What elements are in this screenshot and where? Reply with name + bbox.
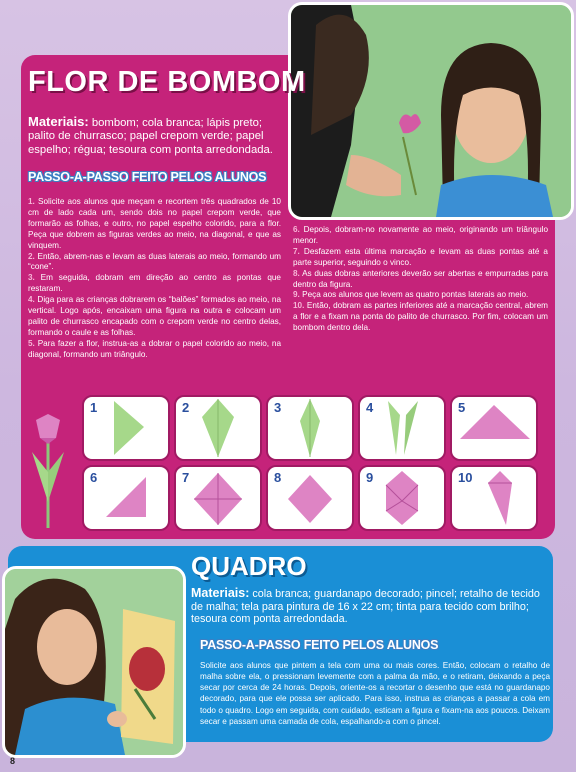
materials-label: Materiais: — [28, 114, 89, 129]
diagram-step-5 — [450, 395, 538, 461]
page-number: 8 — [10, 756, 16, 766]
diagram-number: 10 — [458, 470, 473, 485]
materials-label: Materiais: — [191, 586, 250, 600]
steps-heading-quadro: PASSO-A-PASSO FEITO PELOS ALUNOS — [200, 638, 439, 652]
steps-text-quadro: Solicite aos alunos que pintem a tela com uma ou mais cores. Então, colocam o retalho de malha sobre ela, o pressionam levemente com a palma da mão, e o retiram, deixando a peça secar por cerca de 24 horas. Depois, oriente-os a recortar o desenho que está no guardanapo decorado, para que ele possa ser aplicado. Para isso, instrua as crianças a passar a cola em todo o quadro. Logo em seguida, com cuidado, esticam a figura e fixam-na aos poucos. Deixam secar e passam uma camada de cola, espalhando-a com o pincel. — [200, 661, 550, 726]
diagram-step-10 — [450, 465, 538, 531]
section-title-flor-de-bombom: FLOR DE BOMBOM — [28, 66, 306, 98]
girl-with-painting-photo — [2, 566, 186, 758]
materials-text: cola branca; guardanapo decorado; pincel; retalho de tecido de malha; tela para pintura de 16 x 22 cm; tinta para tecido com brilho; tesoura com ponta arredondada. — [191, 588, 540, 626]
section-title-quadro: QUADRO — [191, 551, 307, 581]
materials-text: bombom; cola branca; lápis preto; palito de churrasco; papel crepom verde; papel espelho; régua; tesoura com ponta arredondada. — [28, 117, 273, 156]
folding-diagrams — [82, 395, 550, 531]
girl-with-flower-photo — [288, 2, 574, 220]
step-8: 8. As duas dobras anteriores deverão ser abertas e empurradas para dentro da figura. — [293, 268, 548, 289]
step-10: 10. Então, dobram as partes inferiores até a marcação central, abrem a flor e a fixam na ponta do palito de churrasco. Por fim, colocam um bombom dentro dela. — [293, 301, 548, 333]
step-4: 4. Diga para as crianças dobrarem os “balões” formados ao meio, na vertical. Logo após, encaixam uma figura na outra e colocam um palito de churrasco encapado com o crepom verde no centro delas, formando o caule e as folhas. — [28, 295, 281, 337]
diagram-number: 8 — [274, 470, 282, 485]
diagram-step-2 — [174, 395, 262, 461]
finished-flower-illustration — [28, 412, 68, 530]
diagram-number: 6 — [90, 470, 98, 485]
diagram-step-8 — [266, 465, 354, 531]
step-3: 3. Em seguida, dobram em direção ao centro as pontas que restaram. — [28, 273, 281, 294]
step-1: 1. Solicite aos alunos que meçam e recortem três quadrados de 10 cm de lado cada um, sendo dois no papel crepom verde, que formarão as folhas, e outro, no papel espelho colorido, para a flor. Peça que dobrem as figuras verdes ao meio, na diagonal, e que as vinquem. — [28, 197, 281, 250]
diagram-number: 3 — [274, 400, 282, 415]
diagram-number: 5 — [458, 400, 466, 415]
step-5: 5. Para fazer a flor, instrua-as a dobrar o papel colorido ao meio, na diagonal, formando um triângulo. — [28, 338, 281, 359]
diagram-number: 4 — [366, 400, 374, 415]
diagram-number: 2 — [182, 400, 190, 415]
step-2: 2. Então, abrem-nas e levam as duas laterais ao meio, formando um “cone”. — [28, 251, 281, 272]
diagram-step-1 — [82, 395, 170, 461]
diagram-number: 9 — [366, 470, 374, 485]
materials-list — [28, 114, 290, 157]
step-9: 9. Peça aos alunos que levem as quatro pontas laterais ao meio. — [293, 290, 529, 300]
diagram-number: 1 — [90, 400, 98, 415]
steps-column-right — [293, 225, 548, 334]
diagram-step-7 — [174, 465, 262, 531]
steps-heading: PASSO-A-PASSO FEITO PELOS ALUNOS — [28, 170, 267, 184]
diagram-number: 7 — [182, 470, 190, 485]
materials-list-quadro — [191, 586, 548, 626]
diagram-step-3 — [266, 395, 354, 461]
step-6: 6. Depois, dobram-no novamente ao meio, originando um triângulo menor. — [293, 225, 548, 245]
diagram-step-9 — [358, 465, 446, 531]
diagram-step-6 — [82, 465, 170, 531]
diagram-step-4 — [358, 395, 446, 461]
step-7: 7. Desfazem esta última marcação e levam as duas pontas até a parte superior, seguindo o vinco. — [293, 246, 548, 267]
steps-column-left — [28, 197, 281, 361]
